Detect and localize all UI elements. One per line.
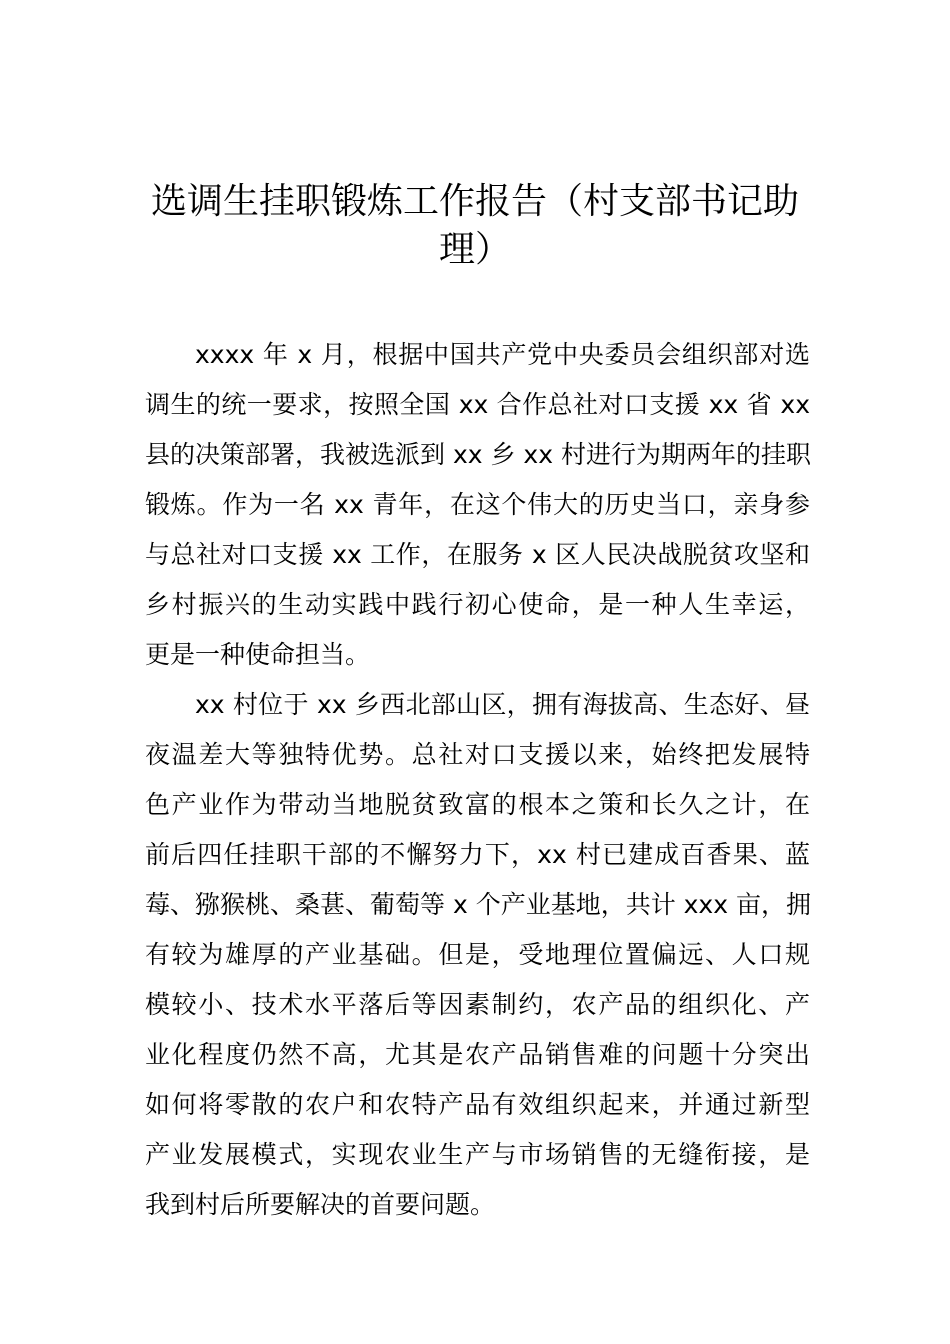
document-title [0, 178, 950, 274]
paragraph-line: 调生的统一要求，按照全国 xx 合作总社对口支援 xx 省 xx [145, 390, 810, 419]
paragraph-line: 乡村振兴的生动实践中践行初心使命，是一种人生幸运， [145, 590, 810, 619]
paragraph-line: 夜温差大等独特优势。总社对口支援以来，始终把发展特 [145, 740, 810, 769]
paragraph-line: 锻炼。作为一名 xx 青年，在这个伟大的历史当口，亲身参 [145, 490, 810, 519]
paragraph-line: xxxx 年 x 月，根据中国共产党中央委员会组织部对选 [195, 340, 810, 369]
paragraph-1 [145, 330, 810, 680]
paragraph-line: 前后四任挂职干部的不懈努力下，xx 村已建成百香果、蓝 [145, 840, 810, 869]
title-line: 理） [438, 229, 511, 270]
paragraph-line: 如何将零散的农户和农特产品有效组织起来，并通过新型 [145, 1090, 810, 1119]
paragraph-line: 莓、猕猴桃、桑葚、葡萄等 x 个产业基地，共计 xxx 亩，拥 [145, 890, 811, 919]
paragraph-line: 我到村后所要解决的首要问题。 [145, 1190, 496, 1219]
paragraph-line: 色产业作为带动当地脱贫致富的根本之策和长久之计，在 [145, 790, 810, 819]
paragraph-line: 与总社对口支援 xx 工作，在服务 x 区人民决战脱贫攻坚和 [145, 540, 810, 569]
paragraph-line: 县的决策部署，我被选派到 xx 乡 xx 村进行为期两年的挂职 [145, 440, 811, 469]
title-line: 选调生挂职锻炼工作报告（村支部书记助 [150, 181, 799, 222]
paragraph-line: 有较为雄厚的产业基础。但是，受地理位置偏远、人口规 [145, 940, 810, 969]
document-body [145, 330, 810, 1230]
paragraph-2 [145, 680, 810, 1230]
paragraph-line: 产业发展模式，实现农业生产与市场销售的无缝衔接，是 [145, 1140, 810, 1169]
paragraph-line: xx 村位于 xx 乡西北部山区，拥有海拔高、生态好、昼 [195, 690, 810, 719]
paragraph-line: 更是一种使命担当。 [145, 640, 371, 669]
paragraph-line: 业化程度仍然不高，尤其是农产品销售难的问题十分突出 [145, 1040, 810, 1069]
paragraph-line: 模较小、技术水平落后等因素制约，农产品的组织化、产 [145, 990, 810, 1019]
